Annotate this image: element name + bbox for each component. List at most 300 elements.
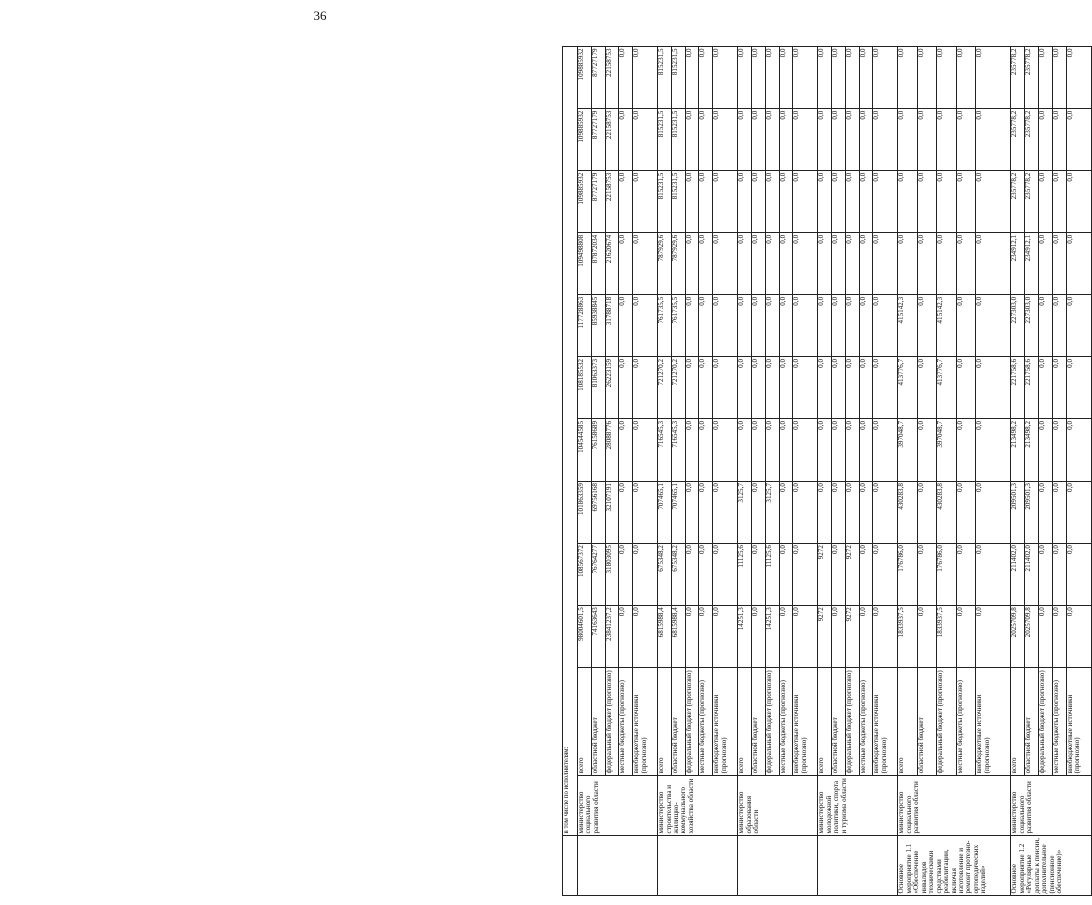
- value-cell: 81063373: [591, 357, 605, 419]
- value-cell: 0,0: [619, 295, 633, 357]
- value-cell: 87727179: [591, 109, 605, 171]
- value-cell: 0,0: [779, 481, 793, 543]
- value-cell: 0,0: [898, 47, 917, 109]
- value-cell: 761735,5: [671, 295, 685, 357]
- value-cell: 0,0: [956, 357, 975, 419]
- table-row: [578, 47, 592, 896]
- value-cell: 0,0: [738, 171, 752, 233]
- value-cell: 0,0: [1039, 481, 1053, 543]
- value-cell: 0,0: [765, 295, 779, 357]
- value-cell: 0,0: [738, 109, 752, 171]
- value-cell: 413776,7: [898, 357, 917, 419]
- value-cell: 0,0: [685, 605, 699, 667]
- value-cell: 109498808: [578, 233, 592, 295]
- value-cell: 0,0: [699, 543, 713, 605]
- value-cell: 0,0: [765, 419, 779, 481]
- executor-name: министерство молодежной политики, спорта и туризма области: [818, 775, 898, 835]
- funding-source-label: областной бюджет: [671, 667, 685, 775]
- table-row: [1052, 47, 1066, 896]
- value-cell: 0,0: [873, 47, 898, 109]
- value-cell: 0,0: [699, 481, 713, 543]
- value-cell: 0,0: [793, 419, 818, 481]
- banner-label: в том числе по исполнителям:: [563, 47, 578, 836]
- value-cell: 0,0: [859, 419, 873, 481]
- value-cell: 707465,1: [658, 481, 672, 543]
- value-cell: 0,0: [976, 295, 1011, 357]
- value-cell: 0,0: [845, 109, 859, 171]
- funding-source-label: федеральный бюджет (прогнозно): [845, 667, 859, 775]
- value-cell: 0,0: [873, 419, 898, 481]
- value-cell: 0,0: [859, 47, 873, 109]
- value-cell: 0,0: [832, 419, 846, 481]
- value-cell: 0,0: [633, 357, 658, 419]
- value-cell: 2025709,8: [1011, 605, 1025, 667]
- value-cell: 787929,6: [671, 233, 685, 295]
- table-row: [1025, 47, 1039, 896]
- value-cell: 0,0: [917, 47, 936, 109]
- value-cell: 0,0: [685, 543, 699, 605]
- value-cell: 0,0: [779, 171, 793, 233]
- value-cell: 0,0: [898, 171, 917, 233]
- value-cell: 109885932: [578, 109, 592, 171]
- table-row: [956, 47, 975, 896]
- value-cell: 0,0: [832, 109, 846, 171]
- value-cell: 0,0: [619, 605, 633, 667]
- value-cell: 87727179: [591, 47, 605, 109]
- value-cell: 0,0: [1066, 171, 1091, 233]
- value-cell: 0,0: [619, 47, 633, 109]
- value-cell: 211402,0: [1025, 543, 1039, 605]
- value-cell: 28088776: [605, 419, 619, 481]
- value-cell: 0,0: [1066, 109, 1091, 171]
- value-cell: 101863359: [578, 481, 592, 543]
- funding-source-label: всего: [658, 667, 672, 775]
- empty-cell: [578, 835, 658, 895]
- funding-source-label: федеральный бюджет (прогнозно): [1039, 667, 1053, 775]
- value-cell: 74163643: [591, 605, 605, 667]
- value-cell: 0,0: [956, 233, 975, 295]
- value-cell: 0,0: [699, 295, 713, 357]
- executor-name: министерство строительства и жилищно-коммунального хозяйства области: [658, 775, 738, 835]
- activity-title: Основное мероприятие 1.2 «Регулярные доплаты к пенсии, дополнительное (пенсионное обеспечение)»: [1011, 835, 1092, 895]
- value-cell: 234912,1: [1025, 233, 1039, 295]
- funding-source-label: областной бюджет: [917, 667, 936, 775]
- value-cell: 0,0: [1039, 543, 1053, 605]
- value-cell: 108185532: [578, 357, 592, 419]
- value-cell: 0,0: [793, 605, 818, 667]
- empty-cell: [818, 835, 898, 895]
- value-cell: 0,0: [818, 109, 832, 171]
- value-cell: 32107191: [605, 481, 619, 543]
- value-cell: 176786,0: [937, 543, 956, 605]
- funding-source-label: местные бюджеты (прогнозно): [859, 667, 873, 775]
- value-cell: 0,0: [713, 295, 738, 357]
- value-cell: 0,0: [917, 543, 936, 605]
- table-row: [591, 47, 605, 896]
- value-cell: 0,0: [685, 47, 699, 109]
- value-cell: 0,0: [917, 295, 936, 357]
- value-cell: 0,0: [793, 233, 818, 295]
- value-cell: 0,0: [1052, 295, 1066, 357]
- table-row: [713, 47, 738, 896]
- value-cell: 0,0: [779, 109, 793, 171]
- table-row: [873, 47, 898, 896]
- value-cell: 0,0: [699, 109, 713, 171]
- table-row: [658, 47, 672, 896]
- funding-source-label: областной бюджет: [591, 667, 605, 775]
- value-cell: 76158689: [591, 419, 605, 481]
- value-cell: 213498,2: [1011, 419, 1025, 481]
- table-row: [976, 47, 1011, 896]
- value-cell: 0,0: [633, 109, 658, 171]
- value-cell: 0,0: [937, 47, 956, 109]
- value-cell: 0,0: [619, 357, 633, 419]
- value-cell: 0,0: [976, 419, 1011, 481]
- rotated-table-wrapper: [562, 46, 1092, 896]
- value-cell: 0,0: [873, 171, 898, 233]
- value-cell: 0,0: [917, 419, 936, 481]
- value-cell: 0,0: [859, 357, 873, 419]
- funding-source-label: областной бюджет: [1025, 667, 1039, 775]
- value-cell: 14251,3: [738, 605, 752, 667]
- value-cell: 716545,3: [658, 419, 672, 481]
- value-cell: 0,0: [1066, 481, 1091, 543]
- value-cell: 0,0: [1039, 357, 1053, 419]
- value-cell: 69756168: [591, 481, 605, 543]
- value-cell: 0,0: [713, 171, 738, 233]
- value-cell: 0,0: [738, 47, 752, 109]
- value-cell: 0,0: [619, 233, 633, 295]
- value-cell: 0,0: [873, 481, 898, 543]
- value-cell: 0,0: [976, 233, 1011, 295]
- value-cell: 0,0: [738, 357, 752, 419]
- funding-source-label: внебюджетные источники (прогнозно): [873, 667, 898, 775]
- executor-name: министерство социального развития области: [898, 775, 1011, 835]
- value-cell: 0,0: [713, 47, 738, 109]
- value-cell: 0,0: [752, 481, 766, 543]
- value-cell: 716545,3: [671, 419, 685, 481]
- value-cell: 0,0: [793, 109, 818, 171]
- value-cell: 0,0: [859, 295, 873, 357]
- value-cell: 397048,7: [937, 419, 956, 481]
- executor-name: министерство социального развития области: [578, 775, 658, 835]
- value-cell: 0,0: [832, 357, 846, 419]
- table-row: [818, 47, 832, 896]
- funding-source-label: всего: [898, 667, 917, 775]
- value-cell: 0,0: [917, 233, 936, 295]
- value-cell: 0,0: [685, 295, 699, 357]
- value-cell: 675348,2: [658, 543, 672, 605]
- value-cell: 0,0: [685, 481, 699, 543]
- value-cell: 0,0: [779, 357, 793, 419]
- value-cell: 0,0: [633, 605, 658, 667]
- value-cell: 0,0: [1039, 109, 1053, 171]
- value-cell: 98004601,5: [578, 605, 592, 667]
- table-row: [832, 47, 846, 896]
- value-cell: 0,0: [956, 295, 975, 357]
- value-cell: 0,0: [713, 357, 738, 419]
- value-cell: 0,0: [765, 171, 779, 233]
- value-cell: 675348,2: [671, 543, 685, 605]
- value-cell: 0,0: [937, 233, 956, 295]
- table-row: [1011, 47, 1025, 896]
- value-cell: 0,0: [685, 357, 699, 419]
- value-cell: 0,0: [633, 543, 658, 605]
- table-row: [1039, 47, 1053, 896]
- table-row: [793, 47, 818, 896]
- value-cell: 0,0: [713, 419, 738, 481]
- value-cell: 209501,3: [1025, 481, 1039, 543]
- value-cell: 0,0: [699, 171, 713, 233]
- value-cell: 413776,7: [937, 357, 956, 419]
- table-row: [619, 47, 633, 896]
- value-cell: 0,0: [752, 171, 766, 233]
- value-cell: 0,0: [898, 233, 917, 295]
- value-cell: 23841237,2: [605, 605, 619, 667]
- value-cell: 9272: [818, 543, 832, 605]
- empty-cell: [563, 835, 578, 895]
- value-cell: 0,0: [1052, 605, 1066, 667]
- value-cell: 0,0: [633, 295, 658, 357]
- banner-row: [563, 47, 578, 896]
- value-cell: 0,0: [845, 233, 859, 295]
- value-cell: 2025709,8: [1025, 605, 1039, 667]
- value-cell: 0,0: [873, 233, 898, 295]
- empty-cell: [658, 835, 738, 895]
- value-cell: 0,0: [1052, 543, 1066, 605]
- value-cell: 0,0: [956, 171, 975, 233]
- executor-name: министерство социального развития области: [1011, 775, 1092, 835]
- value-cell: 0,0: [1066, 233, 1091, 295]
- value-cell: 815231,5: [671, 47, 685, 109]
- value-cell: 235778,2: [1011, 47, 1025, 109]
- value-cell: 0,0: [1052, 171, 1066, 233]
- value-cell: 0,0: [898, 109, 917, 171]
- table-row: [845, 47, 859, 896]
- value-cell: 415142,3: [937, 295, 956, 357]
- value-cell: 0,0: [752, 605, 766, 667]
- value-cell: 0,0: [633, 233, 658, 295]
- value-cell: 0,0: [765, 109, 779, 171]
- value-cell: 0,0: [976, 605, 1011, 667]
- value-cell: 0,0: [1039, 47, 1053, 109]
- value-cell: 0,0: [976, 357, 1011, 419]
- value-cell: 3125,7: [738, 481, 752, 543]
- value-cell: 0,0: [1039, 295, 1053, 357]
- value-cell: 0,0: [832, 605, 846, 667]
- table-row: [859, 47, 873, 896]
- value-cell: 0,0: [793, 357, 818, 419]
- value-cell: 0,0: [752, 295, 766, 357]
- value-cell: 0,0: [859, 171, 873, 233]
- value-cell: 0,0: [845, 47, 859, 109]
- value-cell: 0,0: [779, 295, 793, 357]
- table-row: [898, 47, 917, 896]
- value-cell: 0,0: [699, 419, 713, 481]
- table-row: [699, 47, 713, 896]
- value-cell: 0,0: [633, 171, 658, 233]
- value-cell: 0,0: [779, 233, 793, 295]
- funding-source-label: всего: [578, 667, 592, 775]
- value-cell: 0,0: [752, 357, 766, 419]
- value-cell: 0,0: [1052, 47, 1066, 109]
- value-cell: 234912,1: [1011, 233, 1025, 295]
- value-cell: 0,0: [937, 109, 956, 171]
- value-cell: 0,0: [873, 109, 898, 171]
- value-cell: 707465,1: [671, 481, 685, 543]
- value-cell: 3125,7: [765, 481, 779, 543]
- value-cell: 0,0: [873, 543, 898, 605]
- value-cell: 0,0: [633, 419, 658, 481]
- value-cell: 0,0: [1066, 543, 1091, 605]
- value-cell: 430283,8: [937, 481, 956, 543]
- funding-source-label: внебюджетные источники (прогнозно): [1066, 667, 1091, 775]
- value-cell: 213498,2: [1025, 419, 1039, 481]
- funding-source-label: внебюджетные источники (прогнозно): [713, 667, 738, 775]
- value-cell: 0,0: [818, 171, 832, 233]
- value-cell: 31788718: [605, 295, 619, 357]
- value-cell: 0,0: [832, 481, 846, 543]
- value-cell: 0,0: [1066, 357, 1091, 419]
- value-cell: 0,0: [845, 357, 859, 419]
- value-cell: 0,0: [832, 295, 846, 357]
- table-row: [1066, 47, 1091, 896]
- value-cell: 415142,3: [898, 295, 917, 357]
- funding-source-label: федеральный бюджет (прогнозно): [605, 667, 619, 775]
- value-cell: 0,0: [832, 233, 846, 295]
- value-cell: 176786,0: [898, 543, 917, 605]
- value-cell: 227303,0: [1011, 295, 1025, 357]
- value-cell: 6815988,4: [658, 605, 672, 667]
- executor-name: министерство образования области: [738, 775, 818, 835]
- value-cell: 0,0: [845, 295, 859, 357]
- value-cell: 76764277: [591, 543, 605, 605]
- value-cell: 26223159: [605, 357, 619, 419]
- value-cell: 0,0: [859, 233, 873, 295]
- value-cell: 0,0: [633, 47, 658, 109]
- table-row: [765, 47, 779, 896]
- value-cell: 0,0: [956, 47, 975, 109]
- funding-source-label: всего: [738, 667, 752, 775]
- funding-source-label: местные бюджеты (прогнозно): [779, 667, 793, 775]
- value-cell: 0,0: [713, 605, 738, 667]
- value-cell: 0,0: [738, 419, 752, 481]
- value-cell: 87727179: [591, 171, 605, 233]
- value-cell: 0,0: [917, 357, 936, 419]
- value-cell: 0,0: [793, 543, 818, 605]
- funding-source-label: внебюджетные источники (прогнозно): [976, 667, 1011, 775]
- funding-source-label: всего: [818, 667, 832, 775]
- funding-source-label: местные бюджеты (прогнозно): [699, 667, 713, 775]
- value-cell: 227303,0: [1025, 295, 1039, 357]
- value-cell: 0,0: [873, 605, 898, 667]
- value-cell: 0,0: [818, 47, 832, 109]
- value-cell: 0,0: [1066, 295, 1091, 357]
- table-row: [779, 47, 793, 896]
- table-row: [917, 47, 936, 896]
- value-cell: 0,0: [1052, 419, 1066, 481]
- funding-source-label: местные бюджеты (прогнозно): [956, 667, 975, 775]
- value-cell: 11125,6: [738, 543, 752, 605]
- value-cell: 221758,6: [1011, 357, 1025, 419]
- table-row: [671, 47, 685, 896]
- value-cell: 209501,3: [1011, 481, 1025, 543]
- funding-source-label: местные бюджеты (прогнозно): [619, 667, 633, 775]
- value-cell: 85938845: [591, 295, 605, 357]
- value-cell: 0,0: [859, 543, 873, 605]
- value-cell: 0,0: [917, 171, 936, 233]
- value-cell: 235778,2: [1025, 47, 1039, 109]
- value-cell: 721270,2: [658, 357, 672, 419]
- value-cell: 0,0: [793, 47, 818, 109]
- table-row: [633, 47, 658, 896]
- value-cell: 0,0: [818, 419, 832, 481]
- value-cell: 221758,6: [1025, 357, 1039, 419]
- value-cell: 0,0: [956, 419, 975, 481]
- value-cell: 211402,0: [1011, 543, 1025, 605]
- value-cell: 0,0: [779, 419, 793, 481]
- value-cell: 0,0: [873, 295, 898, 357]
- value-cell: 815231,5: [671, 171, 685, 233]
- value-cell: 0,0: [752, 233, 766, 295]
- table-row: [605, 47, 619, 896]
- value-cell: 0,0: [976, 109, 1011, 171]
- value-cell: 0,0: [779, 605, 793, 667]
- value-cell: 235778,2: [1011, 171, 1025, 233]
- value-cell: 9272: [845, 605, 859, 667]
- value-cell: 14251,3: [765, 605, 779, 667]
- table-row: [937, 47, 956, 896]
- value-cell: 0,0: [1066, 605, 1091, 667]
- value-cell: 9272: [845, 543, 859, 605]
- value-cell: 0,0: [917, 109, 936, 171]
- value-cell: 0,0: [818, 357, 832, 419]
- value-cell: 0,0: [845, 481, 859, 543]
- value-cell: 0,0: [752, 543, 766, 605]
- value-cell: 0,0: [779, 543, 793, 605]
- value-cell: 761735,5: [658, 295, 672, 357]
- value-cell: 0,0: [937, 171, 956, 233]
- value-cell: 0,0: [873, 357, 898, 419]
- value-cell: 104544585: [578, 419, 592, 481]
- value-cell: 0,0: [619, 543, 633, 605]
- value-cell: 235778,2: [1025, 109, 1039, 171]
- value-cell: 0,0: [832, 47, 846, 109]
- value-cell: 0,0: [859, 109, 873, 171]
- value-cell: 0,0: [633, 481, 658, 543]
- value-cell: 87872034: [591, 233, 605, 295]
- value-cell: 0,0: [779, 47, 793, 109]
- table-row: [685, 47, 699, 896]
- value-cell: 0,0: [713, 109, 738, 171]
- value-cell: 1833937,5: [898, 605, 917, 667]
- empty-cell: [738, 835, 818, 895]
- value-cell: 0,0: [765, 357, 779, 419]
- value-cell: 0,0: [1052, 109, 1066, 171]
- value-cell: 235778,2: [1011, 109, 1025, 171]
- value-cell: 0,0: [765, 233, 779, 295]
- value-cell: 109885932: [578, 47, 592, 109]
- value-cell: 0,0: [1052, 233, 1066, 295]
- value-cell: 0,0: [619, 171, 633, 233]
- funding-source-label: областной бюджет: [832, 667, 846, 775]
- value-cell: 787929,6: [658, 233, 672, 295]
- table-row: [738, 47, 752, 896]
- value-cell: 108567372: [578, 543, 592, 605]
- value-cell: 0,0: [859, 605, 873, 667]
- value-cell: 0,0: [793, 295, 818, 357]
- value-cell: 109885932: [578, 171, 592, 233]
